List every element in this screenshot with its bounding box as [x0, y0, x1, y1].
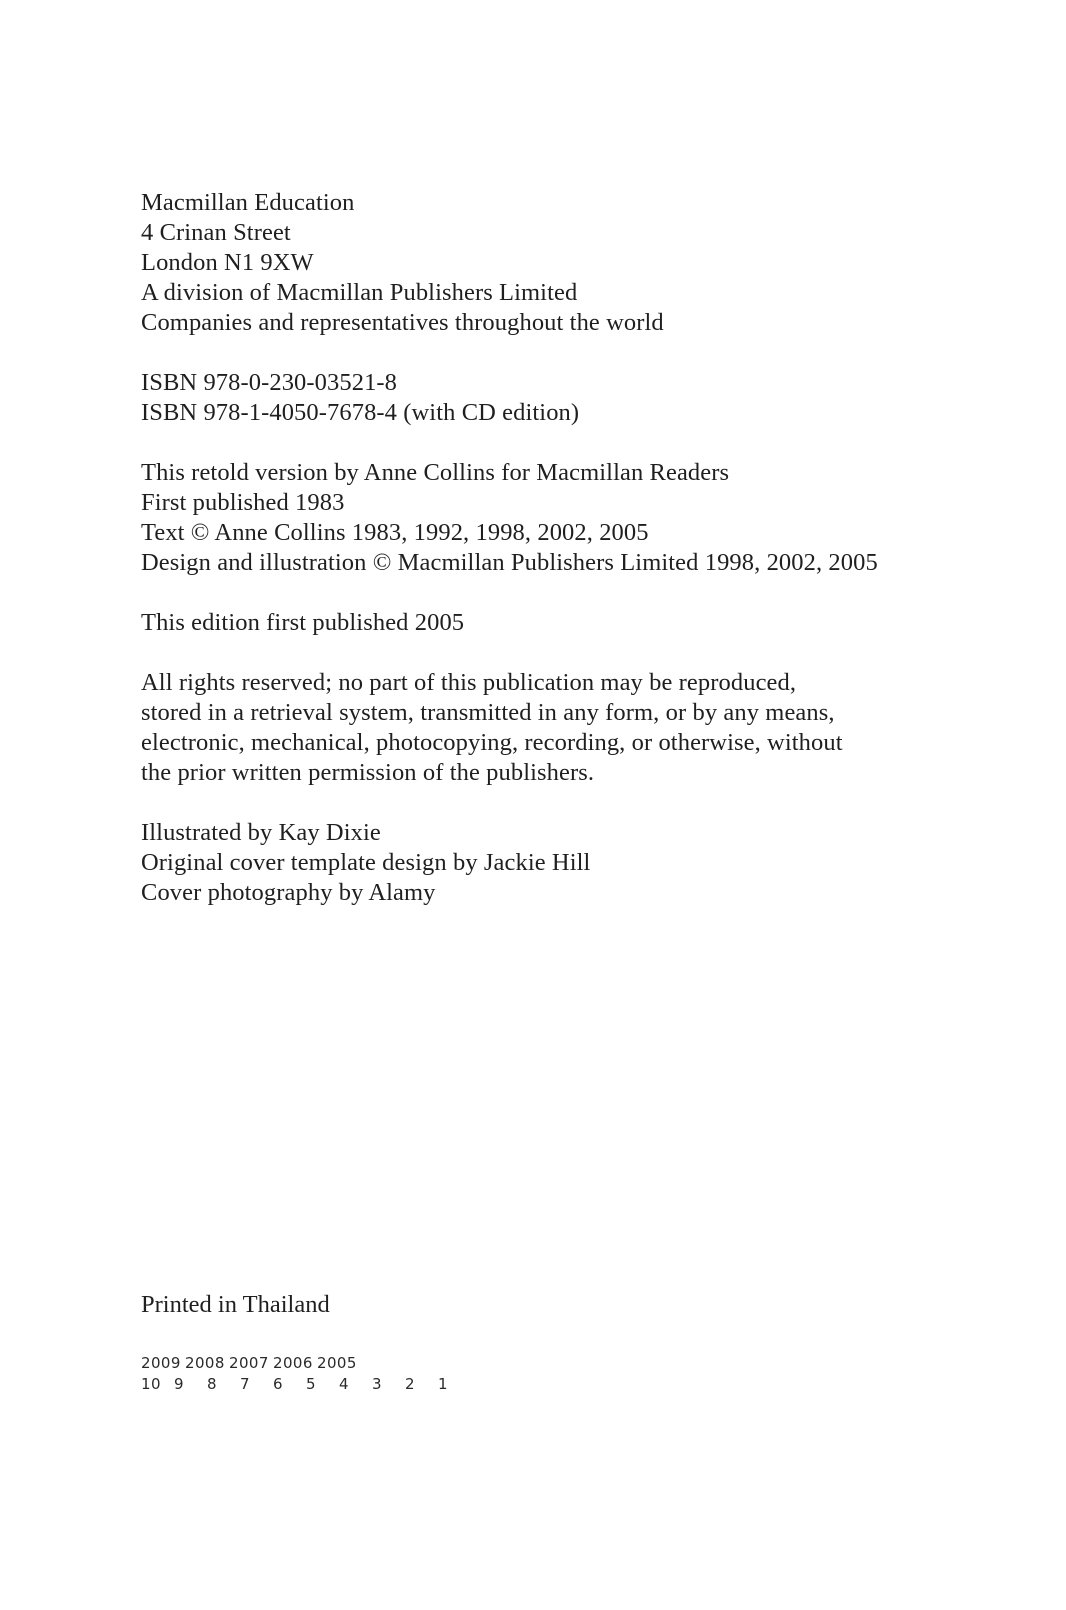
printing-year: 2006	[273, 1354, 313, 1372]
design-credits-line: Original cover template design by Jackie Hill	[141, 849, 591, 876]
printing-number: 8	[207, 1375, 217, 1393]
credits-line: First published 1983	[141, 489, 345, 516]
printing-years-row	[141, 1353, 471, 1374]
design-credits-line: Cover photography by Alamy	[141, 879, 436, 906]
printing-number: 6	[273, 1375, 283, 1393]
edition-line: This edition first published 2005	[141, 609, 465, 636]
copyright-text-column	[141, 188, 941, 908]
rights-line: the prior written permission of the publishers.	[141, 759, 595, 786]
imprint-line: A division of Macmillan Publishers Limited	[141, 279, 578, 306]
printed-in-line: Printed in Thailand	[141, 1291, 330, 1318]
printing-number: 3	[372, 1375, 382, 1393]
imprint-line: London N1 9XW	[141, 249, 314, 276]
isbn-line: ISBN 978-0-230-03521-8	[141, 369, 398, 396]
rights-line: electronic, mechanical, photocopying, recording, or otherwise, without	[141, 729, 843, 756]
printing-year: 2007	[229, 1354, 269, 1372]
imprint-line: Companies and representatives throughout the world	[141, 309, 664, 336]
rights-line: stored in a retrieval system, transmitted in any form, or by any means,	[141, 699, 835, 726]
printing-history	[141, 1353, 471, 1395]
credits-line: Design and illustration © Macmillan Publishers Limited 1998, 2002, 2005	[141, 549, 878, 576]
printing-number: 10	[141, 1375, 161, 1393]
imprint-line: Macmillan Education	[141, 189, 355, 216]
printing-year: 2008	[185, 1354, 225, 1372]
design-credits-line: Illustrated by Kay Dixie	[141, 819, 381, 846]
printing-number: 5	[306, 1375, 316, 1393]
printing-number: 1	[438, 1375, 448, 1393]
printing-number: 7	[240, 1375, 250, 1393]
isbn-block	[141, 368, 941, 428]
isbn-line: ISBN 978-1-4050-7678-4 (with CD edition)	[141, 399, 580, 426]
credits-line: Text © Anne Collins 1983, 1992, 1998, 2002, 2005	[141, 519, 649, 546]
printing-number: 2	[405, 1375, 415, 1393]
printing-numbers-row	[141, 1374, 471, 1395]
rights-block	[141, 668, 941, 788]
imprint-line: 4 Crinan Street	[141, 219, 291, 246]
printing-year: 2009	[141, 1354, 181, 1372]
credits-block	[141, 458, 941, 578]
printing-number: 9	[174, 1375, 184, 1393]
printing-number: 4	[339, 1375, 349, 1393]
printing-year: 2005	[317, 1354, 357, 1372]
design-credits-block	[141, 818, 941, 908]
edition-block	[141, 608, 941, 638]
imprint-block	[141, 188, 941, 338]
credits-line: This retold version by Anne Collins for Macmillan Readers	[141, 459, 730, 486]
rights-line: All rights reserved; no part of this publication may be reproduced,	[141, 669, 797, 696]
